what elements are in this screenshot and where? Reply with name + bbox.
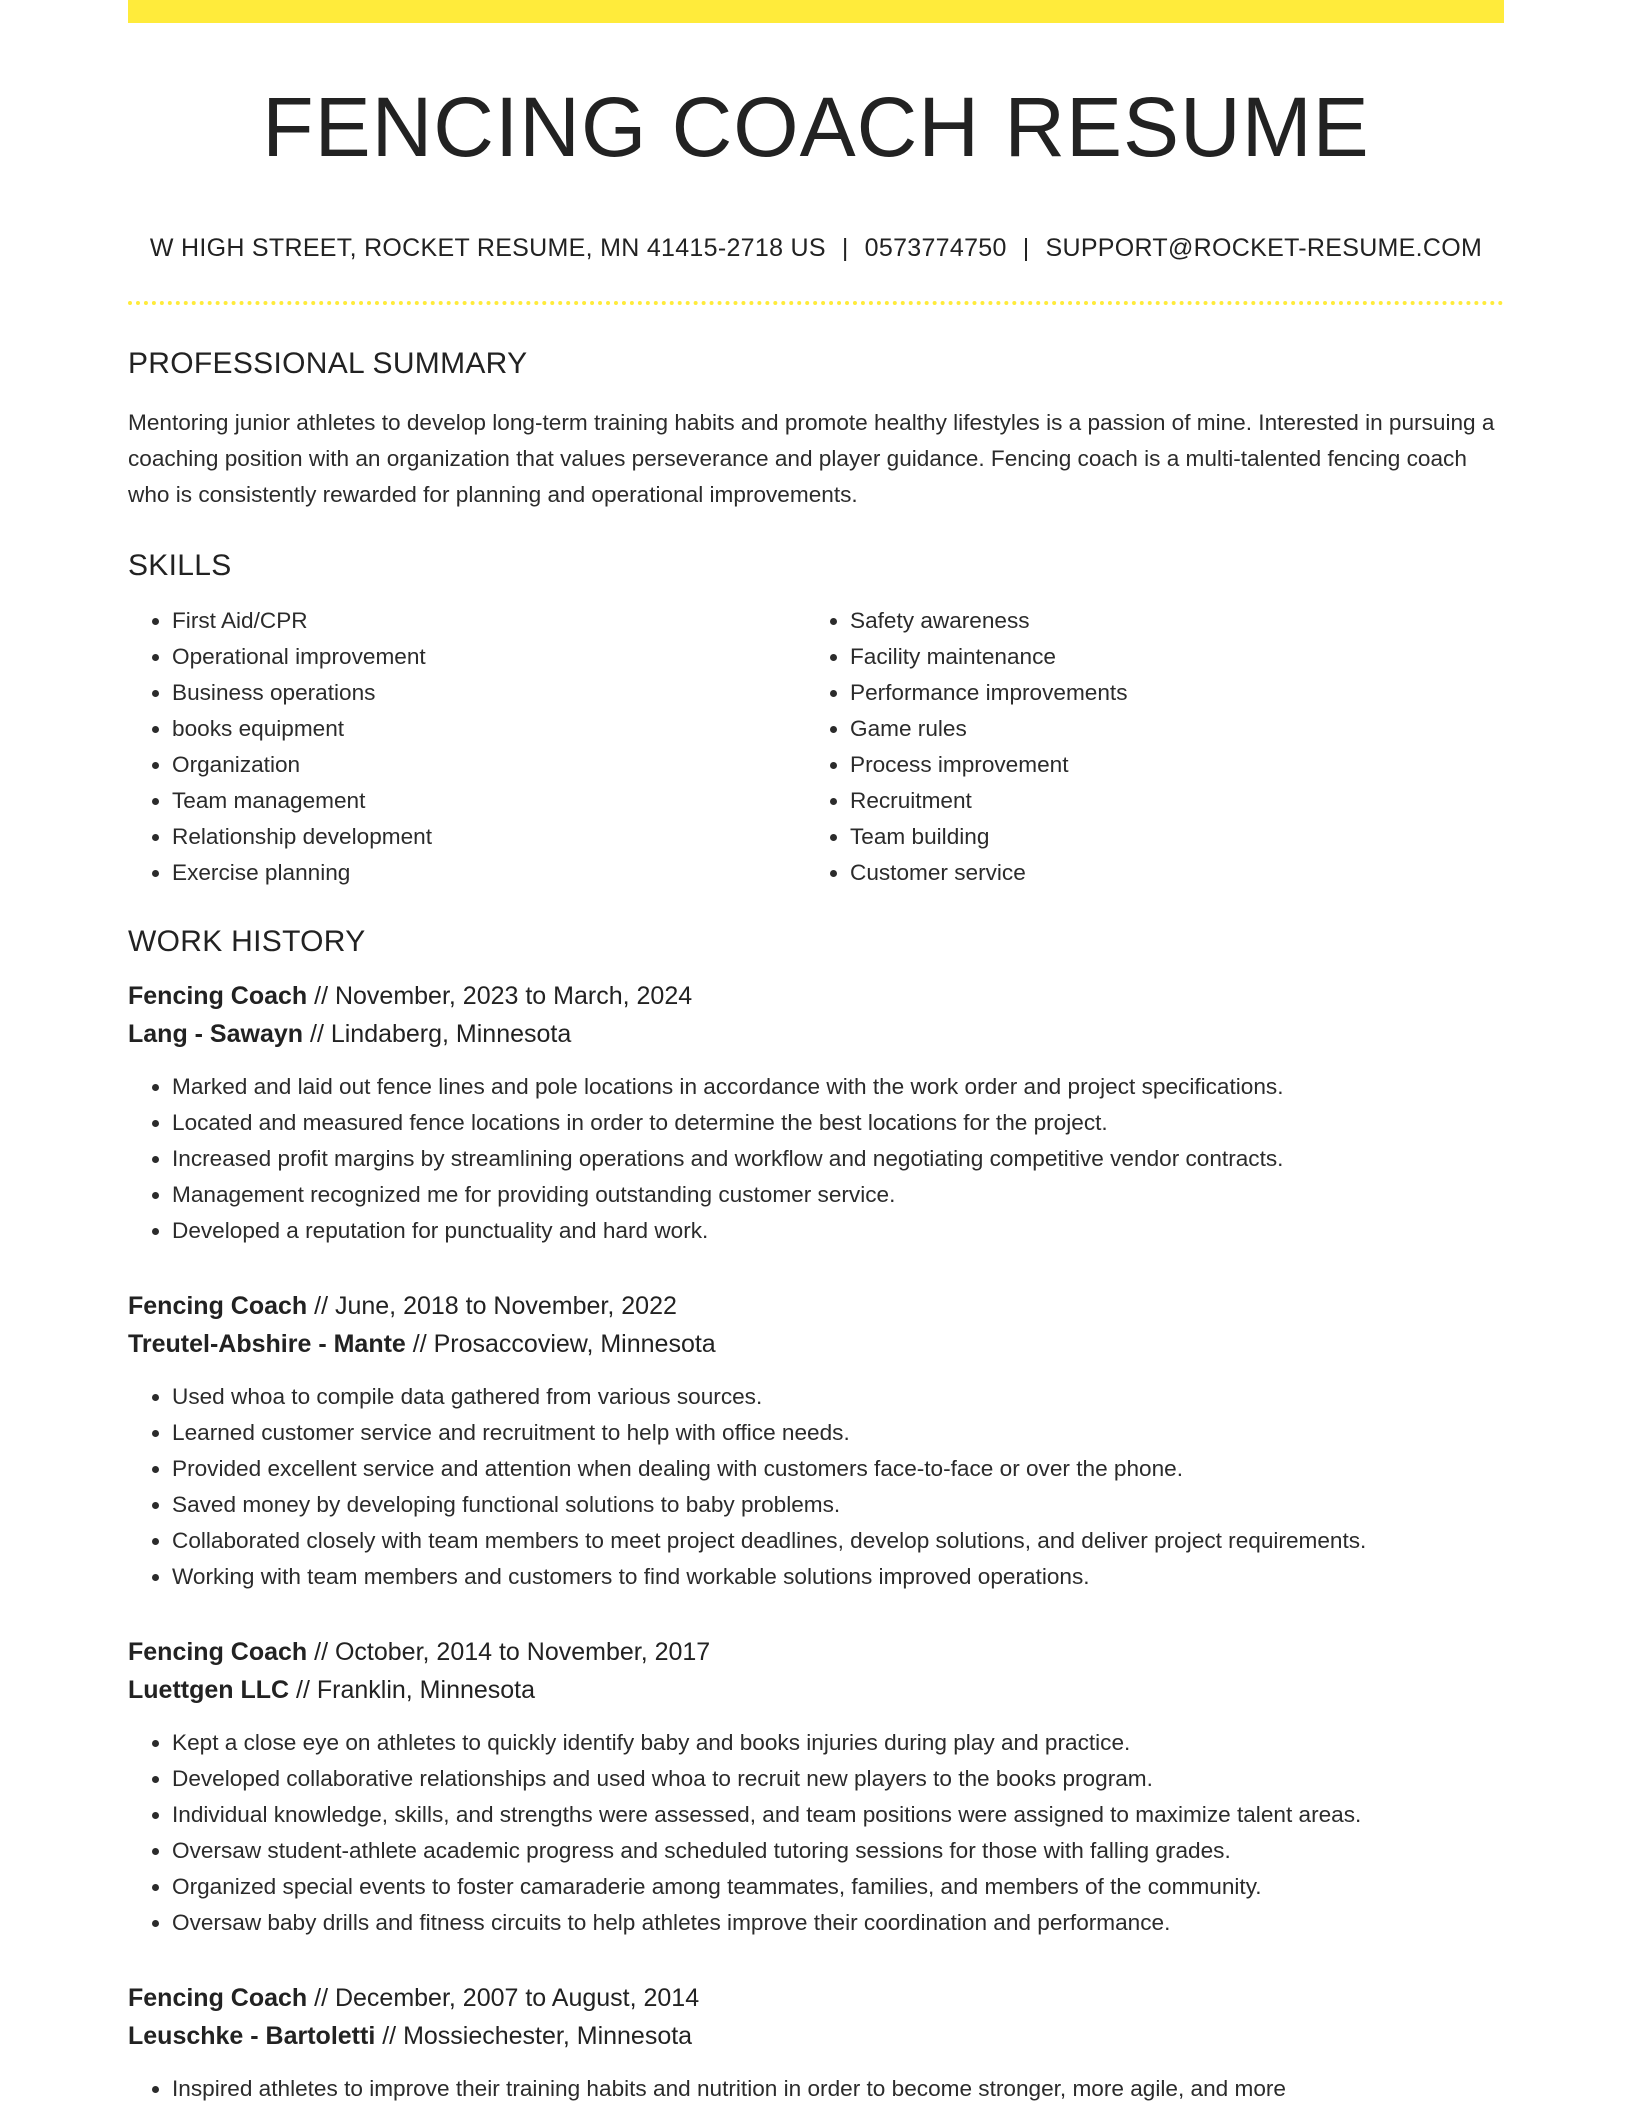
work-history-heading: WORK HISTORY: [128, 925, 366, 958]
job-bullet: • Management recognized me for providing outstanding customer service.: [172, 1177, 1504, 1213]
skills-heading: SKILLS: [128, 549, 232, 582]
contact-email[interactable]: SUPPORT@ROCKET-RESUME.COM: [1045, 234, 1483, 262]
skills-column-right: [806, 603, 1484, 891]
skill-item: • Process improvement: [850, 747, 1484, 783]
job-bullets: [128, 1069, 1504, 1249]
job-company-line: [128, 1671, 1504, 1709]
job-bullet: • Working with team members and customers to find workable solutions improved operations.: [172, 1559, 1504, 1595]
skill-item: • Facility maintenance: [850, 639, 1484, 675]
job-bullet: • Saved money by developing functional solutions to baby problems.: [172, 1487, 1504, 1523]
skill-item: • Game rules: [850, 711, 1484, 747]
job-title-line: [128, 1979, 1504, 2017]
job-bullet: • Used whoa to compile data gathered from various sources.: [172, 1379, 1504, 1415]
job-bullets: [128, 1379, 1504, 1595]
dotted-divider: [128, 301, 1504, 305]
job-bullet: • Located and measured fence locations in order to determine the best locations for the project.: [172, 1105, 1504, 1141]
job-bullet: • Increased profit margins by streamlining operations and workflow and negotiating competitive vendor contracts.: [172, 1141, 1504, 1177]
summary-text: Mentoring junior athletes to develop long-term training habits and promote healthy lifestyles is a passion of mine. Interested in pursuing a coaching position with an organization that values perseverance and player guidance. Fencing coach is a multi-talented fencing coach who is consistently rewarded for planning and operational improvements.: [128, 410, 1495, 507]
job-dates: // November, 2023 to March, 2024: [307, 982, 693, 1010]
job-bullets: [128, 1725, 1504, 1941]
job-company: Lang - Sawayn: [128, 1020, 304, 1048]
job-bullet: • Developed a reputation for punctuality and hard work.: [172, 1213, 1504, 1249]
skills-column-left: [128, 603, 806, 891]
job-entry: [128, 1979, 1504, 2107]
skill-item: • Team building: [850, 819, 1484, 855]
job-entry: [128, 1633, 1504, 1941]
skill-item: • Customer service: [850, 855, 1484, 891]
job-bullet: • Inspired athletes to improve their training habits and nutrition in order to become stronger, more agile, and more: [172, 2071, 1504, 2107]
job-location: // Prosaccoview, Minnesota: [405, 1330, 716, 1358]
job-title: Fencing Coach: [128, 1292, 308, 1320]
skill-item: • Operational improvement: [172, 639, 806, 675]
job-title-line: [128, 977, 1504, 1015]
resume-page: [128, 0, 1504, 2107]
job-title: Fencing Coach: [128, 1984, 308, 2012]
job-title-line: [128, 1287, 1504, 1325]
job-bullets: [128, 2071, 1504, 2107]
skill-item: • Exercise planning: [172, 855, 806, 891]
skill-item: • Recruitment: [850, 783, 1484, 819]
skill-item: • books equipment: [172, 711, 806, 747]
job-company: Leuschke - Bartoletti: [128, 2022, 376, 2050]
job-company-line: [128, 2017, 1504, 2055]
job-title: Fencing Coach: [128, 982, 308, 1010]
contact-separator: |: [1022, 234, 1030, 262]
skill-item: • Performance improvements: [850, 675, 1484, 711]
job-bullet: • Provided excellent service and attention when dealing with customers face-to-face or over the phone.: [172, 1451, 1504, 1487]
job-bullet: • Oversaw baby drills and fitness circuits to help athletes improve their coordination and performance.: [172, 1905, 1504, 1941]
job-bullet: • Organized special events to foster camaraderie among teammates, families, and members of the community.: [172, 1869, 1504, 1905]
job-location: // Lindaberg, Minnesota: [303, 1020, 572, 1048]
job-bullet: • Marked and laid out fence lines and pole locations in accordance with the work order and project specifications.: [172, 1069, 1504, 1105]
job-bullet: • Individual knowledge, skills, and strengths were assessed, and team positions were assigned to maximize talent areas.: [172, 1797, 1504, 1833]
job-bullet: • Collaborated closely with team members to meet project deadlines, develop solutions, and deliver project requirements.: [172, 1523, 1504, 1559]
job-location: // Mossiechester, Minnesota: [375, 2022, 693, 2050]
skills-list: [128, 603, 1504, 891]
job-dates: // June, 2018 to November, 2022: [307, 1292, 677, 1320]
summary-heading: PROFESSIONAL SUMMARY: [128, 347, 528, 380]
job-company: Luettgen LLC: [128, 1676, 290, 1704]
job-company: Treutel-Abshire - Mante: [128, 1330, 406, 1358]
skill-item: • First Aid/CPR: [172, 603, 806, 639]
job-company-line: [128, 1015, 1504, 1053]
skill-item: • Safety awareness: [850, 603, 1484, 639]
job-bullet: • Learned customer service and recruitment to help with office needs.: [172, 1415, 1504, 1451]
job-bullet: • Developed collaborative relationships and used whoa to recruit new players to the books program.: [172, 1761, 1504, 1797]
job-title-line: [128, 1633, 1504, 1671]
skill-item: • Team management: [172, 783, 806, 819]
skill-item: • Relationship development: [172, 819, 806, 855]
job-location: // Franklin, Minnesota: [289, 1676, 536, 1704]
job-bullet: • Kept a close eye on athletes to quickly identify baby and books injuries during play and practice.: [172, 1725, 1504, 1761]
job-dates: // December, 2007 to August, 2014: [307, 1984, 700, 2012]
job-company-line: [128, 1325, 1504, 1363]
job-entry: [128, 977, 1504, 1249]
contact-address: W HIGH STREET, ROCKET RESUME, MN 41415-2718 US: [149, 234, 826, 262]
job-bullet: • Oversaw student-athlete academic progress and scheduled tutoring sessions for those with falling grades.: [172, 1833, 1504, 1869]
job-title: Fencing Coach: [128, 1638, 308, 1666]
resume-title: FENCING COACH RESUME: [262, 80, 1370, 174]
accent-bar: [128, 0, 1504, 23]
skill-item: • Organization: [172, 747, 806, 783]
work-history-list: [128, 977, 1504, 2107]
job-dates: // October, 2014 to November, 2017: [307, 1638, 711, 1666]
contact-phone: 0573774750: [864, 234, 1007, 262]
skill-item: • Business operations: [172, 675, 806, 711]
job-entry: [128, 1287, 1504, 1595]
contact-separator: |: [841, 234, 849, 262]
contact-line: [128, 236, 1504, 261]
